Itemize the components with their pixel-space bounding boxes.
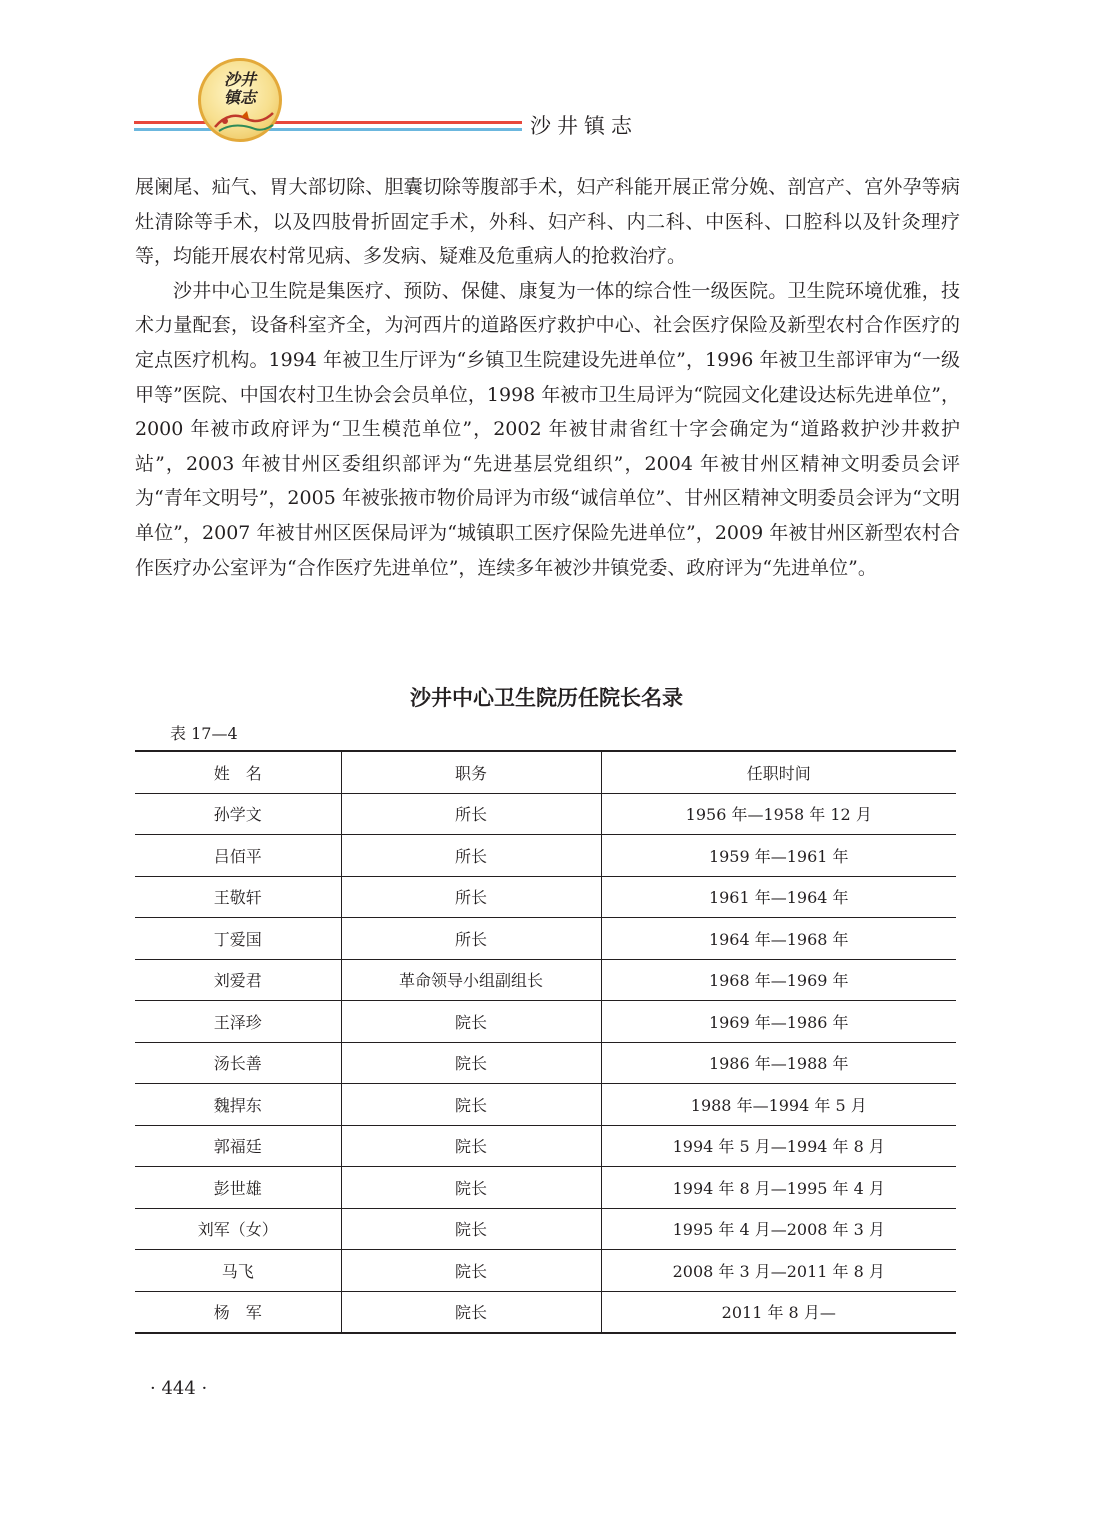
cell-name: 魏捍东 [135,1084,341,1126]
cell-name: 孙学文 [135,793,341,835]
cell-tenure: 1968 年—1969 年 [601,959,956,1001]
paragraph-continued: 展阑尾、疝气、胃大部切除、胆囊切除等腹部手术，妇产科能开展正常分娩、剖宫产、宫外孕等病灶清除等手术，以及四肢骨折固定手术，外科、妇产科、内二科、中医科、口腔科以及针灸理疗等，均能开展农村常见病、多发病、疑难及危重病人的抢救治疗。 [135,176,960,268]
chronicle-logo [198,58,282,142]
cell-name: 杨 军 [135,1291,341,1333]
table-row [135,1084,956,1126]
cell-tenure: 1986 年—1988 年 [601,1042,956,1084]
table-row [135,793,956,835]
table-row [135,1042,956,1084]
cell-name: 王敬轩 [135,876,341,918]
cell-position: 所长 [341,876,601,918]
page-number: · 444 · [150,1378,208,1399]
cell-name: 彭世雄 [135,1167,341,1209]
cell-position: 院长 [341,1001,601,1043]
header-tenure: 任职时间 [601,751,956,793]
cell-tenure: 1995 年 4 月—2008 年 3 月 [601,1208,956,1250]
table-row [135,835,956,877]
header-position: 职务 [341,751,601,793]
table-title: 沙井中心卫生院历任院长名录 [410,686,683,710]
header-name: 姓 名 [135,751,341,793]
cell-tenure: 1959 年—1961 年 [601,835,956,877]
cell-position: 革命领导小组副组长 [341,959,601,1001]
cell-tenure: 1994 年 8 月—1995 年 4 月 [601,1167,956,1209]
cell-name: 刘爱君 [135,959,341,1001]
cell-name: 郭福廷 [135,1125,341,1167]
table-row [135,1167,956,1209]
cell-position: 院长 [341,1084,601,1126]
cell-tenure: 1964 年—1968 年 [601,918,956,960]
cell-tenure: 1994 年 5 月—1994 年 8 月 [601,1125,956,1167]
table-header-row [135,751,956,793]
logo-text-line1: 沙井 [223,70,256,89]
table-row [135,1250,956,1292]
table-row [135,1291,956,1333]
cell-name: 王泽珍 [135,1001,341,1043]
cell-position: 所长 [341,835,601,877]
header-rule-red [134,121,522,124]
cell-position: 院长 [341,1167,601,1209]
cell-name: 丁爱国 [135,918,341,960]
cell-name: 汤长善 [135,1042,341,1084]
table-row [135,1208,956,1250]
cell-tenure: 2008 年 3 月—2011 年 8 月 [601,1250,956,1292]
cell-position: 院长 [341,1291,601,1333]
cell-position: 所长 [341,793,601,835]
cell-position: 所长 [341,918,601,960]
cell-position: 院长 [341,1250,601,1292]
body-text [135,170,960,585]
running-title: 沙井镇志 [530,114,638,138]
cell-name: 吕佰平 [135,835,341,877]
logo-text-line2: 镇志 [223,88,256,107]
cell-position: 院长 [341,1042,601,1084]
cell-position: 院长 [341,1208,601,1250]
cell-name: 刘军（女） [135,1208,341,1250]
directors-table [135,750,956,1334]
cell-tenure: 1961 年—1964 年 [601,876,956,918]
table-row [135,876,956,918]
table-row [135,1125,956,1167]
cell-position: 院长 [341,1125,601,1167]
cell-name: 马飞 [135,1250,341,1292]
cell-tenure: 1988 年—1994 年 5 月 [601,1084,956,1126]
table-row [135,918,956,960]
table-label: 表 17—4 [170,724,238,743]
table-row [135,1001,956,1043]
table-row [135,959,956,1001]
cell-tenure: 2011 年 8 月— [601,1291,956,1333]
paragraph-hospital-honors: 沙井中心卫生院是集医疗、预防、保健、康复为一体的综合性一级医院。卫生院环境优雅，技术力量配套，设备科室齐全，为河西片的道路医疗救护中心、社会医疗保险及新型农村合作医疗的定点医疗机构。1994 年被卫生厅评为“乡镇卫生院建设先进单位”，1996 年被卫生部评审为“一级甲等”医院、中国农村卫生协会会员单位，1998 年被市卫生局评为“院园文化建设达标先进单位”，2000 年被市政府评为“卫生模范单位”，2002 年被甘肃省红十字会确定为“道路救护沙井救护站”，2003 年被甘州区委组织部评为“先进基层党组织”，2004 年被甘州区精神文明委员会评为“青年文明号”，2005 年被张掖市物价局评为市级“诚信单位”、甘州区精神文明委员会评为“文明单位”，2007 年被甘州区医保局评为“城镇职工医疗保险先进单位”，2009 年被甘州区新型农村合作医疗办公室评为“合作医疗先进单位”，连续多年被沙井镇党委、政府评为“先进单位”。 [135,279,960,579]
header-rule-blue [134,128,522,131]
cell-tenure: 1969 年—1986 年 [601,1001,956,1043]
phoenix-icon [211,105,277,135]
cell-tenure: 1956 年—1958 年 12 月 [601,793,956,835]
